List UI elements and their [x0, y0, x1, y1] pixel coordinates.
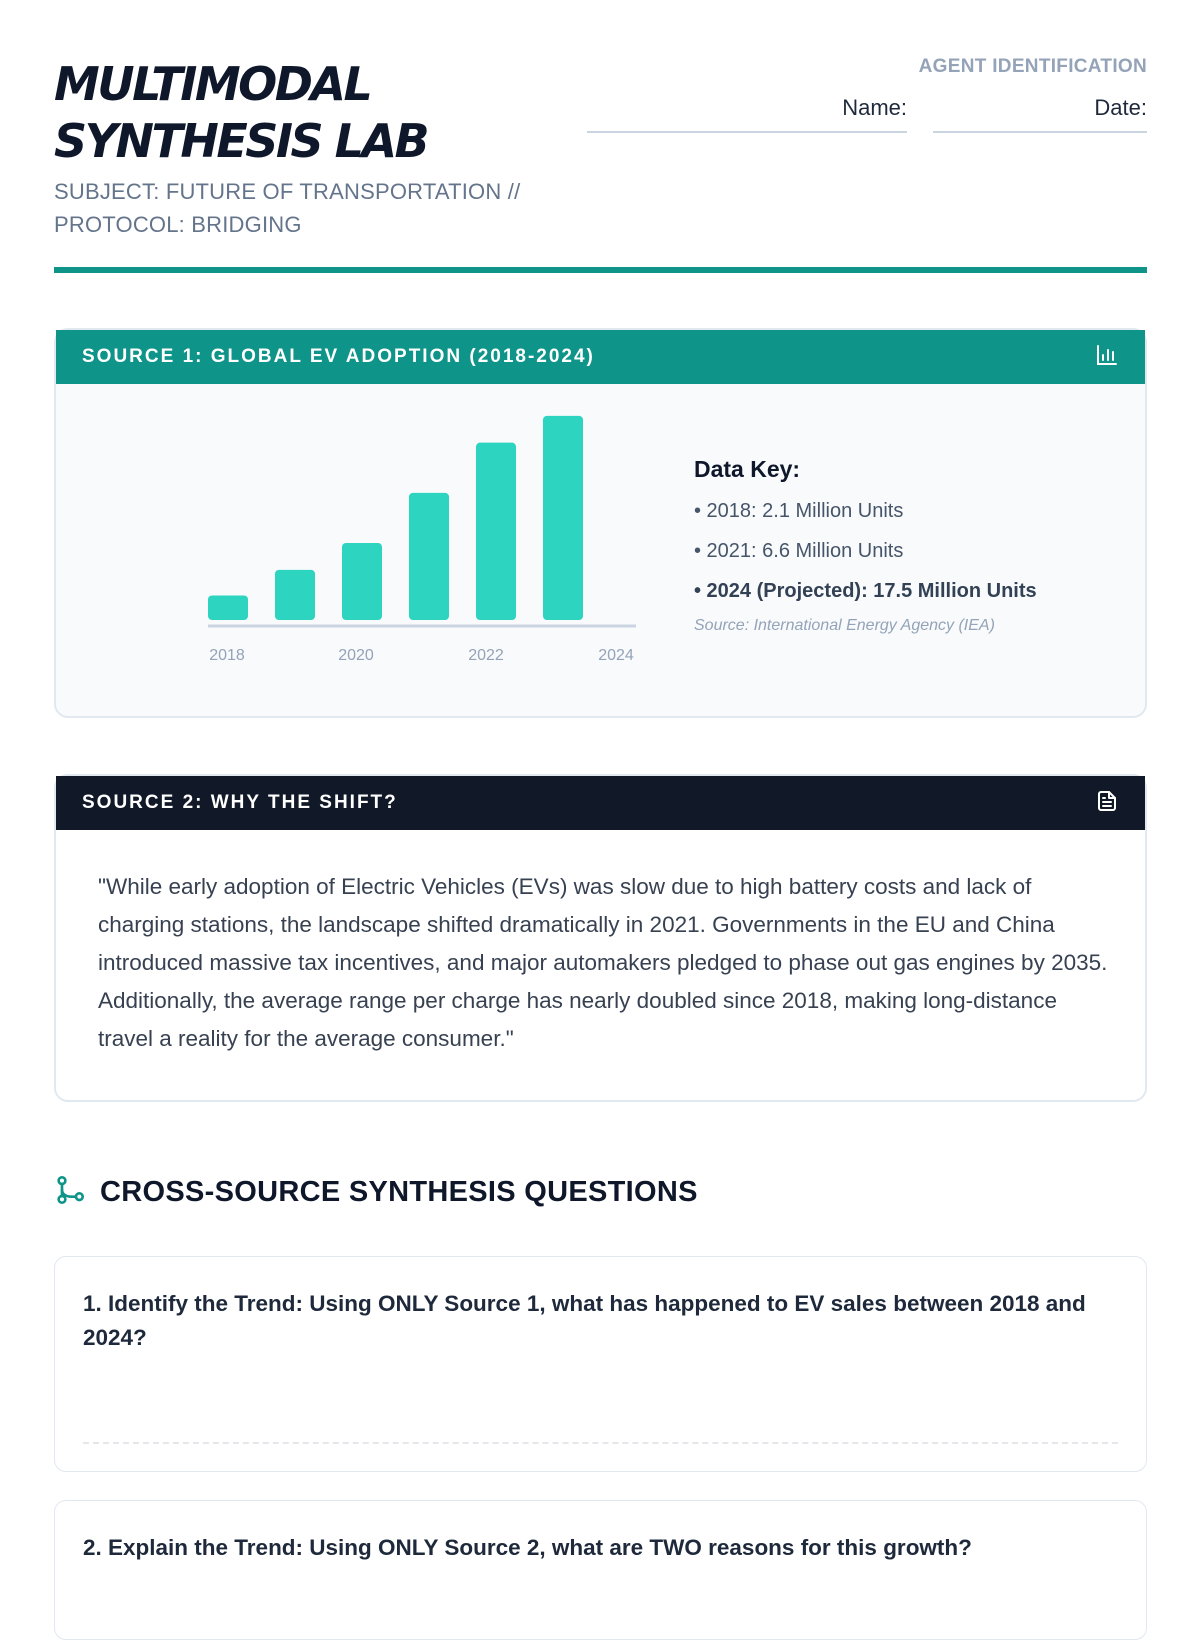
chart-tick-label-2022: 2022 [468, 647, 504, 664]
title-line-2: SYNTHESIS LAB [54, 114, 428, 168]
answer-line-1[interactable] [83, 1442, 1118, 1444]
chart-bar-2020 [342, 543, 382, 620]
name-field[interactable] [587, 95, 907, 133]
question-1-text: 1. Identify the Trend: Using ONLY Source 1, what has happened to EV sales between 2018 and 2024? [83, 1291, 1086, 1350]
chart-bar-2023 [543, 416, 583, 620]
chart-tick-label-2020: 2020 [338, 647, 374, 664]
header-divider [54, 267, 1147, 273]
chart-bar-2021 [409, 493, 449, 620]
chart-tick-label-2024: 2024 [598, 647, 634, 664]
data-source-note: Source: International Energy Agency (IEA) [694, 617, 995, 634]
source-1-heading: SOURCE 1: GLOBAL EV ADOPTION (2018-2024) [82, 346, 595, 367]
data-key-item-2021: • 2021: 6.6 Million Units [694, 540, 904, 562]
date-field[interactable] [933, 95, 1147, 133]
date-label: Date: [1094, 95, 1147, 120]
bar-chart-icon [1095, 343, 1119, 372]
chart-bar-2019 [275, 570, 315, 620]
source-1-card [54, 328, 1147, 718]
question-2 [54, 1500, 1147, 1640]
page-title [54, 56, 594, 170]
synthesis-title: CROSS-SOURCE SYNTHESIS QUESTIONS [100, 1175, 698, 1208]
route-icon [54, 1174, 86, 1211]
agent-identification-label: AGENT IDENTIFICATION [918, 56, 1147, 77]
agent-identification [587, 56, 1147, 136]
chart-bar-2018 [208, 596, 248, 621]
synthesis-section-title [54, 1172, 698, 1212]
source-2-quote: "While early adoption of Electric Vehicles (EVs) was slow due to high battery costs and lack of charging stations, the landscape shifted dramatically in 2021. Governments in the EU and China introduced massive tax incentives, and major automakers pledged to phase out gas engines by 2035. Additionally, the average range per charge has nearly doubled since 2018, making long-distance travel a reality for the average consumer." [98, 874, 1108, 1051]
page-header [54, 56, 1147, 276]
document-icon [1095, 789, 1119, 818]
chart-bar-2022 [476, 443, 516, 620]
page-subtitle: SUBJECT: FUTURE OF TRANSPORTATION // PROTOCOL: BRIDGING [54, 179, 521, 237]
source-1-header [56, 330, 1145, 384]
source-2-heading: SOURCE 2: WHY THE SHIFT? [82, 792, 398, 813]
name-label: Name: [842, 95, 907, 120]
chart-svg [146, 410, 634, 690]
data-key [694, 456, 1114, 635]
ev-adoption-chart [146, 410, 634, 690]
question-1 [54, 1256, 1147, 1472]
source-2-header [56, 776, 1145, 830]
question-2-text: 2. Explain the Trend: Using ONLY Source 2, what are TWO reasons for this growth? [83, 1535, 972, 1560]
data-key-title: Data Key: [694, 456, 801, 482]
title-line-1: MULTIMODAL [54, 57, 371, 111]
data-key-item-2018: • 2018: 2.1 Million Units [694, 500, 904, 522]
chart-tick-label-2018: 2018 [209, 647, 245, 664]
data-key-item-2024: • 2024 (Projected): 17.5 Million Units [694, 580, 1037, 602]
source-2-card [54, 774, 1147, 1102]
